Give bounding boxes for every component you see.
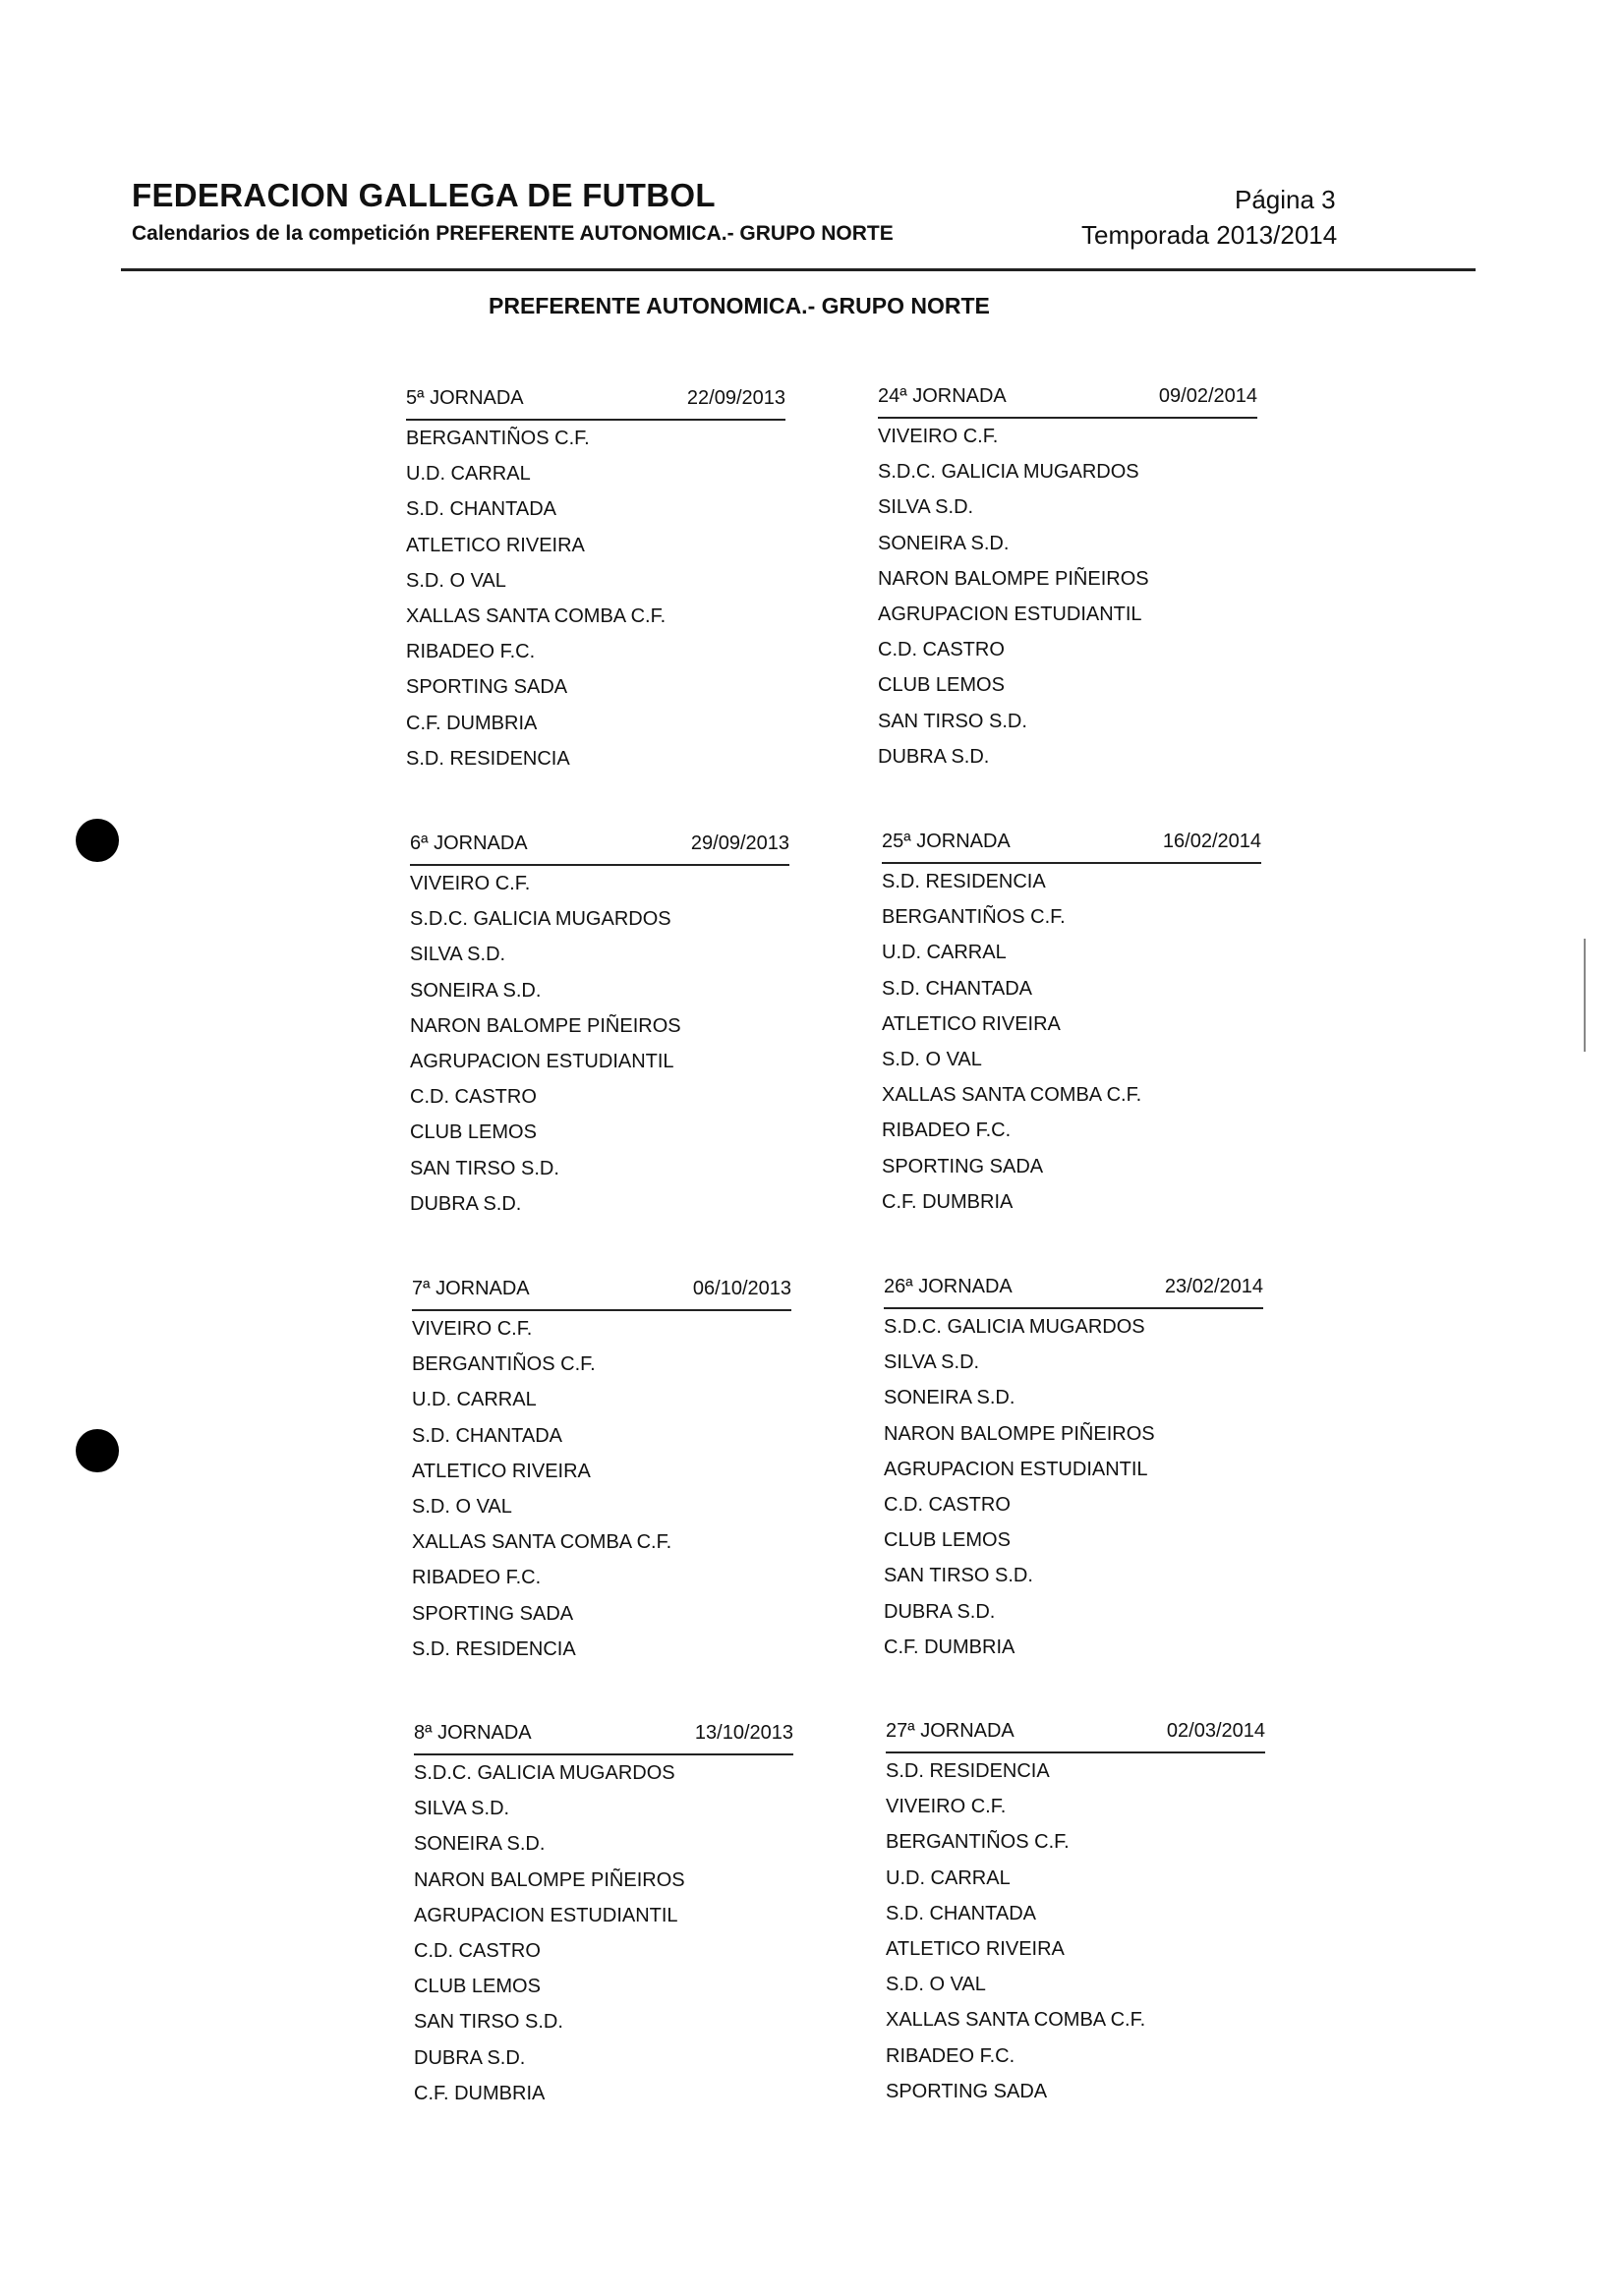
team-name: NARON BALOMPE PIÑEIROS: [878, 567, 1149, 590]
round-date: 22/09/2013: [686, 387, 785, 409]
round-name: 8ª JORNADA: [414, 1722, 532, 1744]
round-block: [882, 829, 1261, 1220]
round-name: 26ª JORNADA: [884, 1276, 1013, 1297]
team-name: C.F. DUMBRIA: [882, 1190, 1014, 1213]
team-name: S.D. RESIDENCIA: [412, 1637, 576, 1660]
round-date: 23/02/2014: [1164, 1276, 1263, 1297]
team-name: SAN TIRSO S.D.: [414, 2011, 563, 2034]
team-name: SONEIRA S.D.: [410, 979, 542, 1002]
page-number: Página 3: [1235, 185, 1336, 214]
round-header: [882, 829, 1261, 864]
team-list: [882, 864, 1261, 1220]
team-name: CLUB LEMOS: [884, 1529, 1011, 1552]
team-name: SPORTING SADA: [406, 676, 568, 699]
team-name: C.F. DUMBRIA: [406, 712, 538, 734]
round-block: [886, 1718, 1265, 2109]
team-list: [410, 866, 789, 1222]
team-name: S.D. RESIDENCIA: [406, 747, 570, 770]
team-name: BERGANTIÑOS C.F.: [882, 906, 1066, 929]
team-name: RIBADEO F.C.: [882, 1119, 1012, 1142]
team-name: VIVEIRO C.F.: [878, 426, 999, 447]
round-date: 09/02/2014: [1158, 385, 1257, 407]
team-list: [412, 1311, 791, 1667]
round-date: 13/10/2013: [694, 1722, 793, 1744]
team-name: S.D. RESIDENCIA: [882, 871, 1046, 892]
team-name: S.D. O VAL: [882, 1048, 982, 1070]
team-name: C.D. CASTRO: [414, 1939, 541, 1962]
team-name: U.D. CARRAL: [886, 1866, 1011, 1889]
round-date: 16/02/2014: [1162, 831, 1261, 852]
team-name: VIVEIRO C.F.: [412, 1318, 533, 1340]
team-name: SPORTING SADA: [882, 1155, 1044, 1177]
team-name: VIVEIRO C.F.: [886, 1796, 1007, 1818]
team-name: S.D. O VAL: [886, 1974, 986, 1996]
team-name: RIBADEO F.C.: [412, 1567, 542, 1589]
round-block: [414, 1720, 793, 2111]
team-name: U.D. CARRAL: [412, 1389, 537, 1411]
team-name: C.D. CASTRO: [878, 639, 1005, 661]
team-name: SAN TIRSO S.D.: [410, 1157, 559, 1179]
team-name: DUBRA S.D.: [884, 1600, 996, 1623]
team-list: [878, 419, 1257, 775]
team-name: S.D. O VAL: [406, 569, 506, 592]
team-name: S.D.C. GALICIA MUGARDOS: [884, 1316, 1145, 1338]
team-name: U.D. CARRAL: [406, 463, 531, 486]
calendar-subtitle: Calendarios de la competición PREFERENTE AUTONOMICA.- GRUPO NORTE: [132, 222, 894, 245]
team-name: XALLAS SANTA COMBA C.F.: [412, 1531, 672, 1554]
round-date: 02/03/2014: [1166, 1720, 1265, 1742]
team-name: BERGANTIÑOS C.F.: [412, 1353, 596, 1376]
team-name: U.D. CARRAL: [882, 942, 1007, 964]
team-name: S.D.C. GALICIA MUGARDOS: [410, 908, 671, 931]
team-list: [414, 1755, 793, 2111]
team-name: ATLETICO RIVEIRA: [882, 1012, 1061, 1035]
team-name: NARON BALOMPE PIÑEIROS: [414, 1868, 685, 1891]
team-name: ATLETICO RIVEIRA: [886, 1937, 1065, 1960]
team-name: AGRUPACION ESTUDIANTIL: [878, 603, 1142, 625]
section-title: PREFERENTE AUTONOMICA.- GRUPO NORTE: [489, 293, 990, 318]
team-name: NARON BALOMPE PIÑEIROS: [884, 1422, 1155, 1445]
round-name: 7ª JORNADA: [412, 1278, 530, 1299]
team-name: BERGANTIÑOS C.F.: [886, 1831, 1070, 1854]
round-header: [406, 385, 785, 421]
team-name: S.D. O VAL: [412, 1495, 512, 1518]
round-block: [406, 385, 785, 776]
team-name: XALLAS SANTA COMBA C.F.: [882, 1084, 1142, 1107]
team-name: AGRUPACION ESTUDIANTIL: [410, 1050, 674, 1072]
team-name: SONEIRA S.D.: [878, 532, 1010, 554]
team-name: DUBRA S.D.: [414, 2046, 526, 2069]
team-name: C.D. CASTRO: [884, 1493, 1011, 1516]
round-header: [412, 1276, 791, 1311]
team-name: XALLAS SANTA COMBA C.F.: [406, 604, 667, 627]
team-name: S.D.C. GALICIA MUGARDOS: [878, 461, 1139, 484]
team-name: DUBRA S.D.: [878, 745, 990, 768]
team-name: S.D.C. GALICIA MUGARDOS: [414, 1762, 675, 1784]
team-name: AGRUPACION ESTUDIANTIL: [414, 1904, 678, 1926]
team-list: [406, 421, 785, 776]
season-label: Temporada 2013/2014: [1081, 220, 1338, 250]
punch-hole-lower: [76, 1429, 119, 1472]
round-header: [886, 1718, 1265, 1753]
team-name: S.D. CHANTADA: [412, 1424, 562, 1447]
round-date: 06/10/2013: [692, 1278, 791, 1299]
round-block: [884, 1274, 1263, 1665]
team-name: ATLETICO RIVEIRA: [412, 1460, 591, 1482]
team-name: S.D. RESIDENCIA: [886, 1760, 1050, 1782]
round-block: [410, 831, 789, 1222]
round-header: [410, 831, 789, 866]
team-name: C.F. DUMBRIA: [414, 2082, 546, 2104]
round-header: [414, 1720, 793, 1755]
team-name: SILVA S.D.: [410, 944, 506, 966]
round-name: 27ª JORNADA: [886, 1720, 1015, 1742]
team-name: S.D. CHANTADA: [882, 977, 1032, 1000]
team-name: CLUB LEMOS: [414, 1976, 541, 1998]
team-name: C.D. CASTRO: [410, 1086, 537, 1109]
punch-hole-upper: [76, 819, 119, 862]
team-name: NARON BALOMPE PIÑEIROS: [410, 1014, 681, 1037]
scan-mark: [1584, 939, 1586, 1052]
team-name: C.F. DUMBRIA: [884, 1636, 1015, 1658]
team-name: CLUB LEMOS: [878, 674, 1005, 697]
team-name: SAN TIRSO S.D.: [878, 710, 1027, 732]
round-name: 6ª JORNADA: [410, 832, 528, 854]
team-list: [886, 1753, 1265, 2109]
team-name: RIBADEO F.C.: [886, 2044, 1015, 2067]
round-date: 29/09/2013: [690, 832, 789, 854]
team-name: XALLAS SANTA COMBA C.F.: [886, 2009, 1146, 2032]
team-name: SONEIRA S.D.: [884, 1387, 1015, 1409]
team-name: RIBADEO F.C.: [406, 641, 536, 663]
round-header: [884, 1274, 1263, 1309]
team-name: ATLETICO RIVEIRA: [406, 534, 585, 556]
header-divider: [121, 268, 1476, 271]
team-name: SILVA S.D.: [414, 1798, 510, 1820]
team-name: BERGANTIÑOS C.F.: [406, 428, 590, 449]
team-name: SILVA S.D.: [884, 1351, 980, 1374]
round-block: [412, 1276, 791, 1667]
team-name: VIVEIRO C.F.: [410, 873, 531, 894]
team-name: SONEIRA S.D.: [414, 1833, 546, 1856]
team-name: S.D. CHANTADA: [406, 498, 556, 521]
team-name: SPORTING SADA: [886, 2080, 1048, 2102]
team-name: DUBRA S.D.: [410, 1192, 522, 1215]
round-header: [878, 383, 1257, 419]
federation-title: FEDERACION GALLEGA DE FUTBOL: [132, 177, 716, 213]
team-name: SILVA S.D.: [878, 496, 974, 519]
team-name: SAN TIRSO S.D.: [884, 1565, 1033, 1587]
team-name: SPORTING SADA: [412, 1602, 574, 1625]
team-name: CLUB LEMOS: [410, 1121, 537, 1144]
team-list: [884, 1309, 1263, 1665]
round-name: 5ª JORNADA: [406, 387, 524, 409]
round-name: 24ª JORNADA: [878, 385, 1007, 407]
team-name: S.D. CHANTADA: [886, 1902, 1036, 1924]
round-block: [878, 383, 1257, 775]
round-name: 25ª JORNADA: [882, 831, 1011, 852]
team-name: AGRUPACION ESTUDIANTIL: [884, 1458, 1148, 1480]
